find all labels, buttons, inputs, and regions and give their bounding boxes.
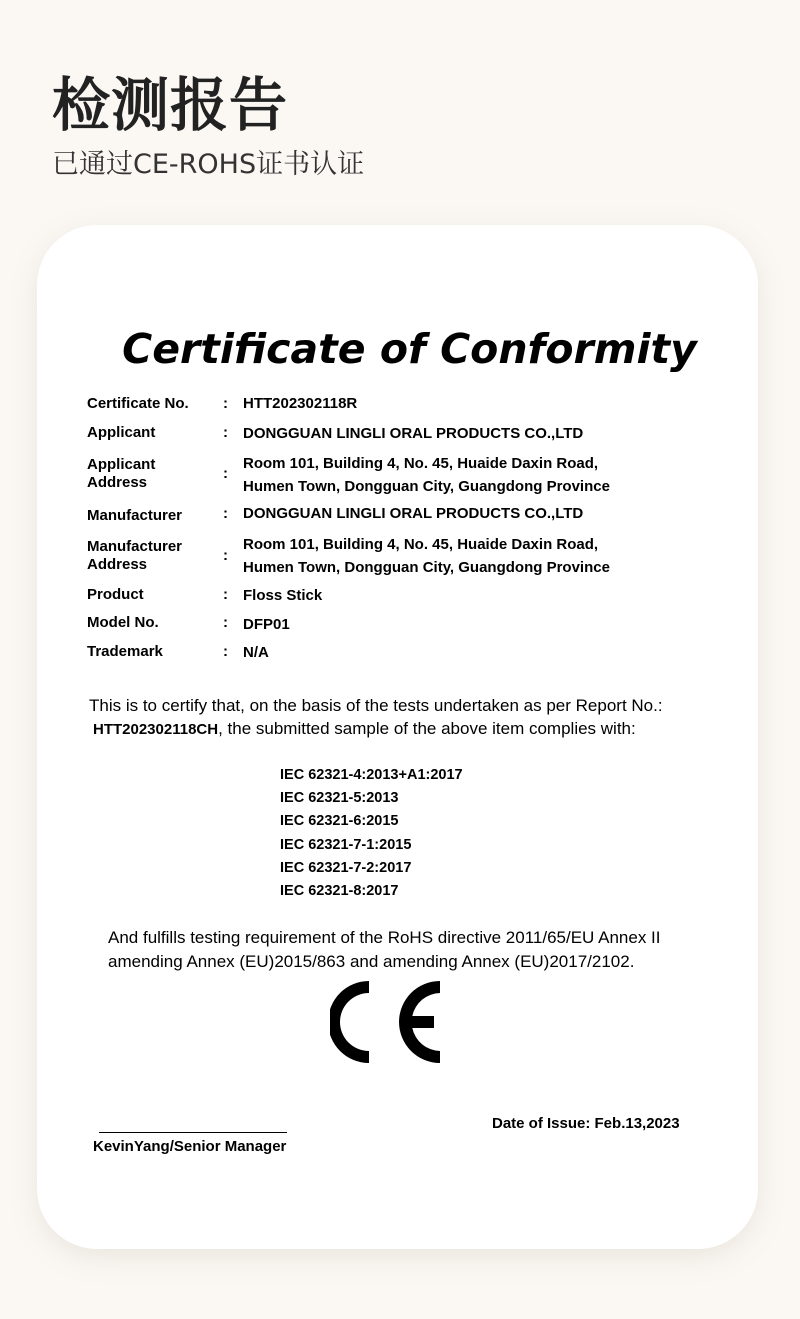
field-colon: :	[223, 547, 228, 564]
field-value-model-no: DFP01	[243, 616, 290, 633]
certificate-card	[37, 225, 758, 1249]
statement-intro: This is to certify that, on the basis of the tests undertaken as per Report No.:	[89, 696, 663, 715]
field-value-certificate-no: HTT202302118R	[243, 395, 358, 412]
field-label-model-no: Model No.	[87, 614, 159, 631]
field-label-certificate-no: Certificate No.	[87, 395, 189, 412]
standard-item: IEC 62321-7-2:2017	[280, 859, 412, 876]
certificate-title: Certificate of Conformity	[122, 325, 697, 373]
field-label-applicant: Applicant	[87, 424, 156, 441]
signer-name: KevinYang/Senior Manager	[93, 1138, 287, 1155]
field-colon: :	[223, 643, 228, 660]
field-value-product: Floss Stick	[243, 587, 323, 604]
date-of-issue: Date of Issue: Feb.13,2023	[492, 1115, 680, 1132]
field-value-manufacturer-address: Room 101, Building 4, No. 45, Huaide Daxin Road, Humen Town, Dongguan City, Guangdong Province	[243, 536, 610, 576]
field-label-product: Product	[87, 586, 144, 603]
standards-list	[280, 764, 463, 903]
field-colon: :	[223, 395, 228, 412]
standard-item: IEC 62321-7-1:2015	[280, 836, 412, 853]
field-colon: :	[223, 424, 228, 441]
field-label-trademark: Trademark	[87, 643, 163, 660]
field-colon: :	[223, 505, 228, 522]
standard-item: IEC 62321-4:2013+A1:2017	[280, 767, 463, 783]
standard-item: IEC 62321-8:2017	[280, 883, 399, 900]
page-subtitle: 已通过CE-ROHS证书认证	[52, 149, 365, 180]
field-value-applicant-address: Room 101, Building 4, No. 45, Huaide Daxin Road, Humen Town, Dongguan City, Guangdong Province	[243, 455, 610, 495]
statement-rest: , the submitted sample of the above item complies with:	[218, 719, 636, 738]
field-value-trademark: N/A	[243, 644, 269, 661]
field-colon: :	[223, 614, 228, 631]
field-value-applicant: DONGGUAN LINGLI ORAL PRODUCTS CO.,LTD	[243, 425, 584, 442]
field-label-applicant-address: Applicant Address	[87, 456, 156, 491]
standard-item: IEC 62321-5:2013	[280, 790, 399, 807]
field-label-manufacturer: Manufacturer	[87, 507, 183, 524]
field-value-manufacturer: DONGGUAN LINGLI ORAL PRODUCTS CO.,LTD	[243, 505, 584, 522]
rohs-statement: And fulfills testing requirement of the RoHS directive 2011/65/EU Annex II amending Annex (EU)2015/863 and amending Annex (EU)2017/2102.	[108, 928, 661, 971]
certification-statement	[89, 694, 719, 741]
standard-item: IEC 62321-6:2015	[280, 813, 399, 830]
page-title: 检测报告	[52, 71, 289, 139]
report-number: HTT202302118CH	[93, 721, 219, 738]
ce-mark-icon	[330, 977, 446, 1067]
field-colon: :	[223, 465, 228, 482]
field-colon: :	[223, 586, 228, 603]
signature-line	[99, 1132, 287, 1133]
field-label-manufacturer-address: Manufacturer Address	[87, 538, 183, 573]
